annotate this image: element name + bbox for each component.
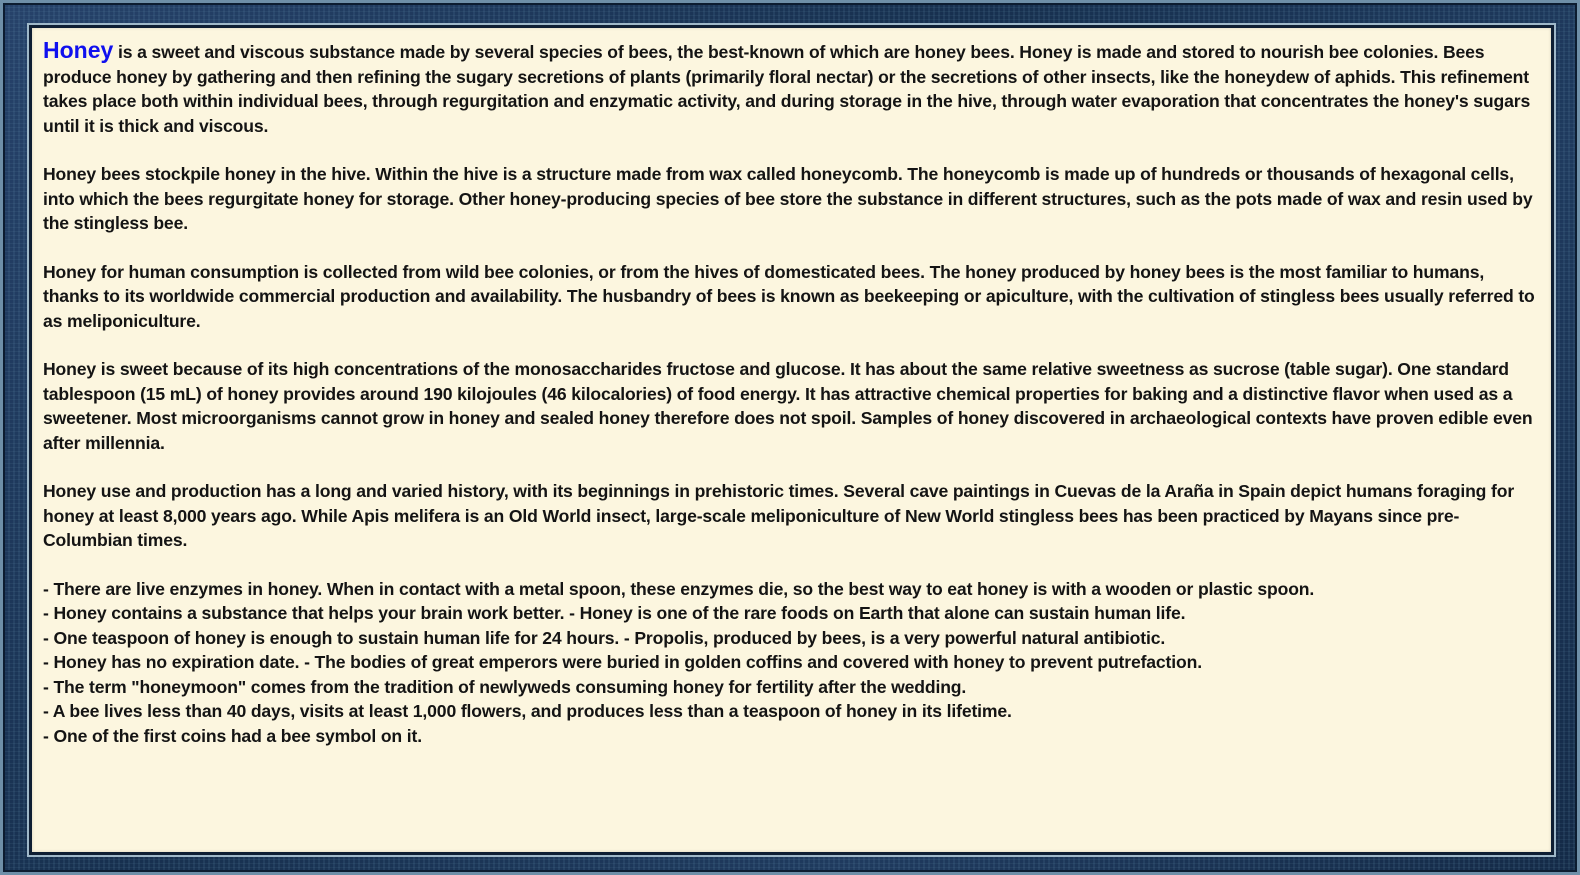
fact-item: - The term "honeymoon" comes from the tradition of newlyweds consuming honey for fertility after the wedding. <box>43 676 967 697</box>
text-panel <box>29 25 1554 855</box>
fact-item: - Honey has no expiration date. - The bodies of great emperors were buried in golden coffins and covered with honey to prevent putrefaction. <box>43 652 1202 672</box>
lead-word: Honey <box>43 37 114 63</box>
fact-item: - One teaspoon of honey is enough to sustain human life for 24 hours. - Propolis, produced by bees, is a very powerful natural antibiotic. <box>43 627 1166 648</box>
paragraph-sweetness: Honey is sweet because of its high concentrations of the monosaccharides fructose and glucose. It has about the same relative sweetness as sucrose (table sugar). One standard tablespoon (15 mL) of honey provides around 190 kilojoules (46 kilocalories) of food energy. It has attractive chemical properties for baking and a distinctive flavor when used as a sweetener. Most microorganisms cannot grow in honey and sealed honey therefore does not spoil. Samples of honey discovered in archaeological contexts have proven edible even after millennia. <box>43 359 1533 453</box>
fact-item: - Honey contains a substance that helps your brain work better. - Honey is one of the rare foods on Earth that alone can sustain human life. <box>43 603 1186 623</box>
fact-item: - There are live enzymes in honey. When in contact with a metal spoon, these enzymes die, so the best way to eat honey is with a wooden or plastic spoon. <box>43 578 1315 599</box>
paragraph-text: is a sweet and viscous substance made by several species of bees, the best-known of which are honey bees. Honey is made and stored to nourish bee colonies. Bees produce honey by gathering and then refining the sugary secretions of plants (primarily floral nectar) or the secretions of other insects, like the honeydew of aphids. This refinement takes place both within individual bees, through regurgitation and enzymatic activity, and during storage in the hive, through water evaporation that concentrates the honey's sugars until it is thick and viscous. <box>43 42 1531 136</box>
document-body <box>43 38 1541 748</box>
fact-item: - A bee lives less than 40 days, visits at least 1,000 flowers, and produces less than a teaspoon of honey in its lifetime. <box>43 701 1012 721</box>
paragraph-honeycomb: Honey bees stockpile honey in the hive. Within the hive is a structure made from wax called honeycomb. The honeycomb is made up of hundreds or thousands of hexagonal cells, into which the bees regurgitate honey for storage. Other honey-producing species of bee store the substance in different structures, such as the pots made of wax and resin used by the stingless bee. <box>43 164 1533 233</box>
paragraph-intro <box>43 38 1541 138</box>
facts-list <box>43 577 1541 749</box>
paragraph-consumption: Honey for human consumption is collected from wild bee colonies, or from the hives of domesticated bees. The honey produced by honey bees is the most familiar to humans, thanks to its worldwide commercial production and availability. The husbandry of bees is known as beekeeping or apiculture, with the cultivation of stingless bees usually referred to as meliponiculture. <box>43 261 1535 331</box>
paragraph-history: Honey use and production has a long and varied history, with its beginnings in prehistoric times. Several cave paintings in Cuevas de la Araña in Spain depict humans foraging for honey at least 8,000 years ago. While Apis melifera is an Old World insect, large-scale meliponiculture of New World stingless bees has been practiced by Mayans since pre-Columbian times. <box>43 481 1515 550</box>
fact-item: - One of the first coins had a bee symbol on it. <box>43 725 422 746</box>
